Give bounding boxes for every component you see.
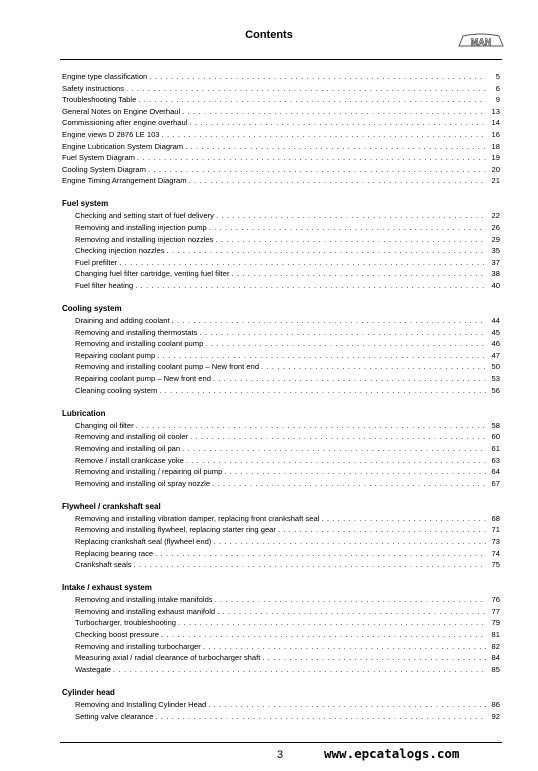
- toc-entry-page: 68: [491, 513, 500, 523]
- toc-entry-label: Checking injection nozzles: [75, 246, 165, 256]
- toc-entry-page: 61: [491, 443, 500, 453]
- toc-entry[interactable]: [62, 711, 500, 723]
- toc-entry[interactable]: [62, 594, 500, 606]
- toc-entry-label: Fuel filter heating: [75, 281, 134, 290]
- toc-entry[interactable]: [62, 478, 500, 490]
- toc-entry-label: Changing fuel filter cartridge, venting fuel filter: [75, 269, 230, 279]
- toc-entry[interactable]: [62, 210, 500, 222]
- toc-entry[interactable]: [62, 617, 500, 629]
- toc-entry-page: 29: [491, 234, 500, 244]
- toc-entry-page: 37: [491, 257, 500, 267]
- dot-leader: [232, 268, 487, 280]
- toc-entry-page: 86: [491, 699, 500, 709]
- toc-entry-label: Removing and installing thermostats: [75, 327, 198, 337]
- toc-entry[interactable]: [62, 106, 500, 118]
- toc-entry-page: 20: [491, 164, 500, 174]
- toc-entry-page: 58: [491, 420, 500, 430]
- dot-leader: [162, 129, 486, 141]
- toc-entry[interactable]: [62, 699, 500, 711]
- toc-entry-label: Removing and installing / repairing oil pump: [75, 467, 223, 477]
- toc-entry-page: 77: [491, 606, 500, 616]
- toc-entry-label: Removing and installing exhaust manifold: [75, 606, 216, 616]
- toc-entry-page: 13: [491, 106, 500, 116]
- dot-leader: [126, 83, 486, 95]
- table-of-contents: [62, 71, 500, 722]
- toc-entry-label: Wastegate: [75, 664, 112, 674]
- toc-entry-label: Setting valve clearance: [75, 711, 154, 721]
- toc-entry[interactable]: [62, 385, 500, 397]
- dot-leader: [213, 536, 486, 548]
- dot-leader: [155, 548, 486, 560]
- toc-entry-page: 45: [491, 327, 500, 337]
- dot-leader: [119, 257, 486, 269]
- dot-leader: [215, 234, 486, 246]
- toc-entry-page: 74: [491, 548, 500, 558]
- toc-entry[interactable]: [62, 71, 500, 83]
- toc-entry-label: Removing and installing vibration damper, replacing front crankshaft seal: [75, 513, 320, 523]
- section-heading: Fuel system: [62, 199, 109, 209]
- toc-entry[interactable]: [62, 117, 500, 129]
- dot-leader: [208, 699, 486, 711]
- toc-entry-page: 22: [491, 211, 500, 221]
- toc-entry-label: Removing and installing turbocharger: [75, 641, 201, 651]
- page-number: 3: [277, 749, 284, 761]
- toc-entry-label: Troubleshooting Table: [62, 95, 137, 105]
- dot-leader: [216, 210, 486, 222]
- toc-entry[interactable]: [62, 536, 500, 548]
- dot-leader: [148, 164, 486, 176]
- toc-entry[interactable]: [62, 443, 500, 455]
- dot-leader: [224, 466, 486, 478]
- dot-leader: [278, 524, 486, 536]
- dot-leader: [172, 315, 486, 327]
- toc-entry-label: Replacing bearing race: [75, 548, 154, 558]
- toc-entry-page: 63: [491, 455, 500, 465]
- toc-entry[interactable]: [62, 350, 500, 362]
- toc-entry-page: 5: [495, 72, 500, 81]
- toc-entry-label: Cleaning cooling system: [75, 385, 158, 395]
- toc-entry[interactable]: [62, 245, 500, 257]
- dot-leader: [136, 420, 486, 432]
- dot-leader: [205, 338, 486, 350]
- toc-entry[interactable]: [62, 606, 500, 618]
- toc-entry-page: 79: [491, 618, 500, 628]
- toc-entry[interactable]: [62, 664, 500, 676]
- toc-entry[interactable]: [62, 222, 500, 234]
- dot-leader: [182, 443, 486, 455]
- toc-entry[interactable]: [62, 361, 500, 373]
- toc-entry[interactable]: [62, 315, 500, 327]
- toc-entry-page: 19: [491, 153, 500, 163]
- toc-entry-label: Checking boost pressure: [75, 630, 159, 640]
- toc-entry-page: 75: [491, 560, 500, 570]
- toc-entry-page: 40: [491, 281, 500, 290]
- toc-entry-label: Draining and adding coolant: [75, 316, 170, 326]
- dot-leader: [203, 641, 486, 653]
- toc-entry-page: 81: [491, 630, 500, 640]
- toc-entry[interactable]: [62, 641, 500, 653]
- svg-text:MAN: MAN: [470, 37, 492, 47]
- dot-leader: [217, 606, 486, 618]
- toc-entry-label: Cooling System Diagram: [62, 164, 146, 174]
- toc-entry-page: 21: [491, 176, 500, 186]
- toc-entry-page: 14: [491, 118, 500, 128]
- toc-entry-label: Remove / install crankcase yoke: [75, 455, 184, 465]
- toc-entry-page: 53: [491, 374, 500, 384]
- toc-entry[interactable]: [62, 373, 500, 385]
- toc-entry-page: 38: [491, 269, 500, 279]
- dot-leader: [156, 711, 486, 723]
- section-heading: Lubrication: [62, 408, 106, 418]
- toc-entry-page: 71: [491, 525, 500, 535]
- toc-entry-page: 64: [491, 467, 500, 477]
- toc-entry-page: 67: [491, 478, 500, 488]
- dot-leader: [189, 117, 486, 129]
- dot-leader: [149, 71, 486, 83]
- toc-entry[interactable]: [62, 338, 500, 350]
- toc-entry[interactable]: [62, 327, 500, 339]
- toc-entry-label: Changing oil filter: [75, 420, 134, 430]
- dot-leader: [186, 455, 486, 467]
- dot-leader: [185, 141, 486, 153]
- section-heading: Flywheel / crankshaft seal: [62, 501, 161, 511]
- section-heading: Intake / exhaust system: [62, 583, 152, 593]
- toc-entry[interactable]: [62, 466, 500, 478]
- toc-entry[interactable]: [62, 280, 500, 292]
- toc-entry[interactable]: [62, 234, 500, 246]
- toc-entry[interactable]: [62, 652, 500, 664]
- dot-leader: [321, 513, 486, 525]
- dot-leader: [161, 629, 486, 641]
- toc-entry-label: Replacing crankshaft seal (flywheel end): [75, 537, 212, 546]
- section-heading: Cylinder head: [62, 687, 115, 697]
- toc-entry-page: 50: [491, 362, 500, 372]
- toc-entry-label: Turbocharger, troubleshooting: [75, 618, 177, 628]
- toc-entry-page: 9: [495, 95, 500, 105]
- dot-leader: [138, 94, 486, 106]
- toc-entry-label: Commissioning after engine overhaul: [62, 118, 188, 128]
- toc-entry-page: 46: [491, 339, 500, 349]
- dot-leader: [157, 350, 486, 362]
- dot-leader: [159, 385, 486, 397]
- toc-entry-label: Removing and installing injection nozzles: [75, 234, 214, 244]
- toc-entry-page: 76: [491, 595, 500, 605]
- toc-entry-page: 44: [491, 316, 500, 326]
- dot-leader: [137, 152, 486, 164]
- toc-entry[interactable]: [62, 455, 500, 467]
- man-logo: [458, 33, 504, 47]
- toc-entry-page: 82: [491, 641, 500, 651]
- toc-entry-label: General Notes on Engine Overhaul: [62, 106, 181, 116]
- toc-entry-page: 73: [491, 537, 500, 546]
- dot-leader: [215, 594, 486, 606]
- dot-leader: [213, 373, 486, 385]
- dot-leader: [189, 175, 486, 187]
- toc-entry-page: 92: [491, 711, 500, 721]
- toc-entry-label: Engine type classification: [62, 72, 148, 81]
- toc-entry[interactable]: [62, 141, 500, 153]
- toc-entry[interactable]: [62, 94, 500, 106]
- toc-entry-label: Measuring axial / radial clearance of turbocharger shaft: [75, 653, 261, 663]
- toc-entry[interactable]: [62, 257, 500, 269]
- toc-entry-label: Engine Timing Arrangement Diagram: [62, 176, 187, 186]
- toc-entry[interactable]: [62, 129, 500, 141]
- toc-entry-label: Repairing coolant pump: [75, 350, 156, 360]
- toc-entry-label: Safety instructions: [62, 83, 125, 93]
- toc-entry-page: 84: [491, 653, 500, 663]
- toc-entry-page: 47: [491, 350, 500, 360]
- toc-entry-label: Removing and installing intake manifolds: [75, 595, 213, 605]
- dot-leader: [261, 361, 486, 373]
- toc-entry-label: Fuel prefilter: [75, 257, 118, 267]
- toc-entry-label: Removing and installing injection pump: [75, 223, 207, 233]
- toc-entry-label: Removing and installing coolant pump: [75, 339, 204, 349]
- toc-entry[interactable]: [62, 175, 500, 187]
- dot-leader: [167, 245, 487, 257]
- section-heading: Cooling system: [62, 304, 122, 314]
- dot-leader: [209, 222, 486, 234]
- toc-entry[interactable]: [62, 83, 500, 95]
- dot-leader: [212, 478, 486, 490]
- toc-entry[interactable]: [62, 524, 500, 536]
- toc-entry[interactable]: [62, 431, 500, 443]
- toc-entry-page: 6: [495, 83, 500, 93]
- toc-entry[interactable]: [62, 164, 500, 176]
- toc-entry[interactable]: [62, 548, 500, 560]
- footer-rule: [60, 742, 502, 743]
- toc-entry-label: Removing and installing flywheel, replacing starter ring gear: [75, 525, 276, 535]
- dot-leader: [178, 617, 486, 629]
- toc-entry-label: Removing and installing oil pan: [75, 443, 181, 453]
- header-rule: [60, 59, 502, 60]
- toc-entry[interactable]: [62, 513, 500, 525]
- toc-entry-label: Removing and installing coolant pump – New front end: [75, 362, 260, 372]
- toc-entry-page: 18: [491, 141, 500, 151]
- toc-entry-label: Removing and installing oil spray nozzle: [75, 478, 211, 488]
- toc-entry[interactable]: [62, 559, 500, 571]
- toc-entry-page: 56: [491, 385, 500, 395]
- toc-entry-label: Engine Lubrication System Diagram: [62, 141, 184, 151]
- dot-leader: [182, 106, 486, 118]
- toc-entry-label: Fuel System Diagram: [62, 153, 136, 163]
- dot-leader: [134, 559, 486, 571]
- toc-entry-label: Crankshaft seals: [75, 560, 132, 570]
- toc-entry-label: Removing and installing oil cooler: [75, 432, 189, 442]
- dot-leader: [199, 327, 486, 339]
- website-link[interactable]: www.epcatalogs.com: [324, 746, 460, 761]
- toc-entry-page: 60: [491, 432, 500, 442]
- toc-entry[interactable]: [62, 420, 500, 432]
- toc-entry-label: Checking and setting start of fuel delivery: [75, 211, 214, 221]
- dot-leader: [113, 664, 486, 676]
- toc-entry-label: Repairing coolant pump – New front end: [75, 374, 211, 384]
- toc-entry-label: Removing and Installing Cylinder Head: [75, 699, 207, 709]
- toc-entry-page: 35: [491, 246, 500, 256]
- dot-leader: [135, 280, 486, 292]
- toc-entry[interactable]: [62, 268, 500, 280]
- toc-entry[interactable]: [62, 152, 500, 164]
- page-title: Contents: [245, 29, 293, 41]
- dot-leader: [190, 431, 486, 443]
- toc-entry-page: 16: [491, 129, 500, 139]
- toc-entry-page: 85: [491, 664, 500, 674]
- toc-entry[interactable]: [62, 629, 500, 641]
- toc-entry-label: Engine views D 2876 LE 103: [62, 129, 160, 139]
- dot-leader: [262, 652, 486, 664]
- toc-entry-page: 26: [491, 223, 500, 233]
